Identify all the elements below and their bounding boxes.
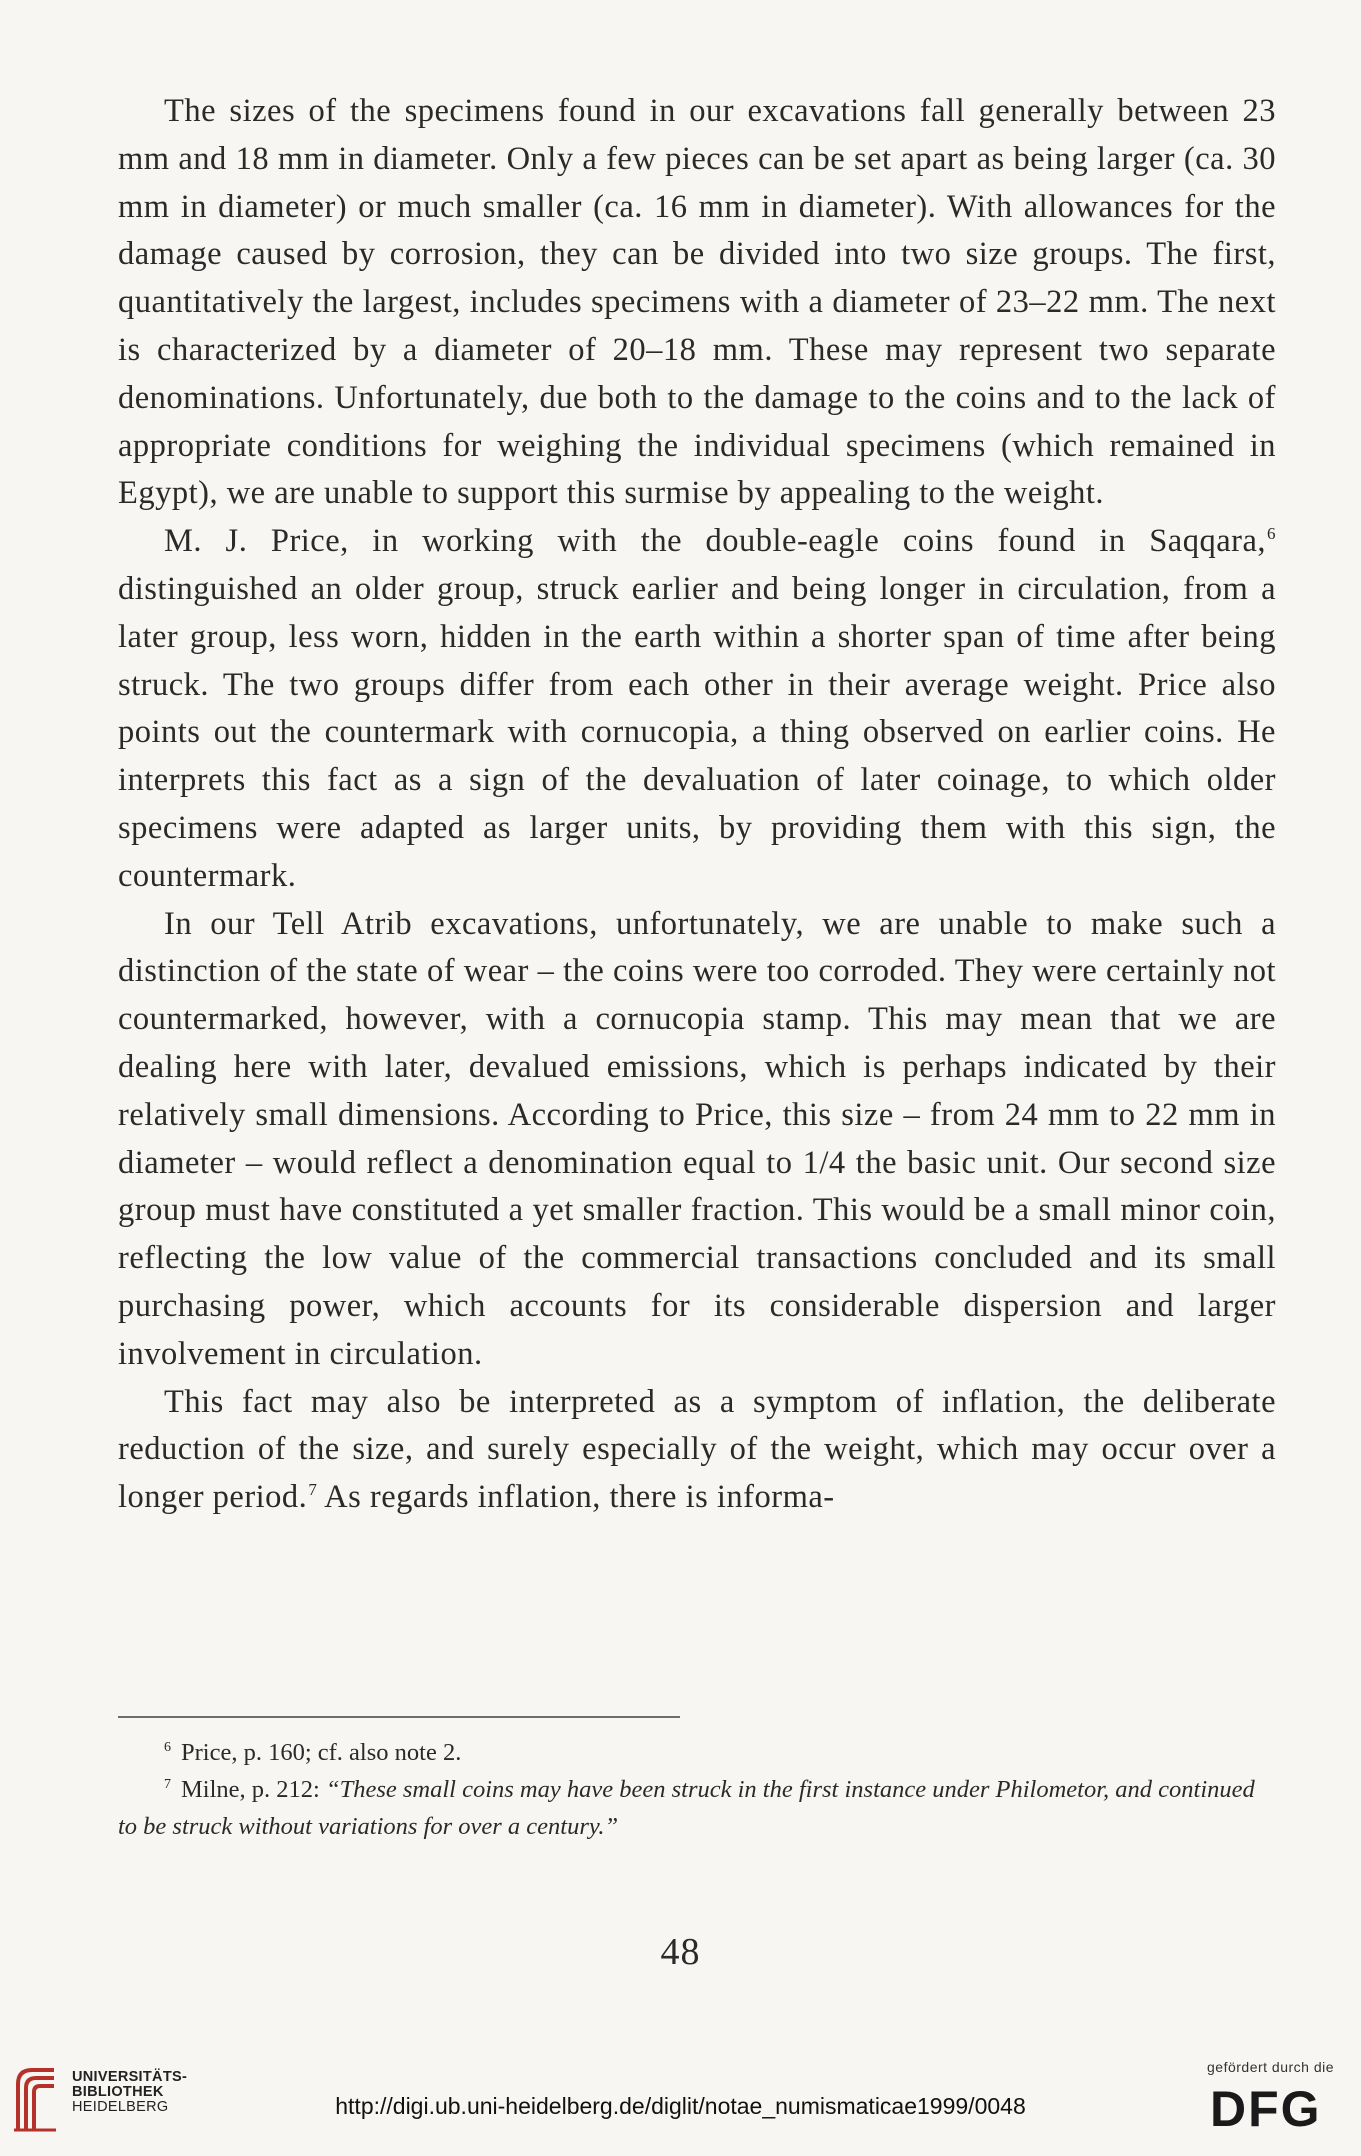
paragraph-2 [118,518,1276,900]
footnote-divider [118,1716,680,1718]
library-name-line-3: HEIDELBERG [72,2099,169,2115]
page-number: 48 [660,1931,701,1973]
footnotes [118,1734,1276,1845]
paragraph-4 [118,1379,1276,1522]
footnote-mark: 7 [164,1776,171,1792]
footnote-text: Milne, p. 212: [181,1776,326,1803]
footnote-7 [118,1771,1276,1845]
paragraph-3: In our Tell Atrib excavations, unfortunately, we are unable to make such a distinction of the state of wear – the coins were too corroded. They were certainly not countermarked, however, with a cornucopia stamp. This may mean that we are dealing here with later, devalued emissions, which is perhaps indicated by their relatively small dimensions. According to Price, this size – from 24 mm to 22 mm in diameter – would reflect a denomination equal to 1/4 the basic unit. Our second size group must have constituted a yet smaller fraction. This would be a small minor coin, reflecting the low value of the commercial transactions concluded and its small purchasing power, which accounts for its considerable dispersion and larger involvement in circulation. [118,905,1276,1372]
footnote-mark: 6 [164,1739,171,1755]
paragraph-2-text: M. J. Price, in working with the double-eagle coins found in Saqqara, [164,523,1266,560]
footnote-quote: “These small coins may have been struck in the first instance under Philometor, and continued to be struck without variations for over a century.” [118,1776,1255,1840]
library-name-line-1: UNIVERSITÄTS- [72,2069,188,2085]
footnote-6 [118,1734,1276,1771]
footnote-ref-6[interactable]: 6 [1267,524,1276,544]
body-text [118,88,1276,1522]
dfg-logo[interactable]: DFG [1210,2081,1322,2137]
paragraph-4-text-cont: As regards inflation, there is informa- [317,1479,835,1516]
paragraph-4-text: This fact may also be interpreted as a symptom of inflation, the deliberate reduction of the size, and surely especially of the weight, which may occur over a longer period. [118,1383,1276,1516]
source-url-link[interactable]: http://digi.ub.uni-heidelberg.de/diglit/notae_numismaticae1999/0048 [335,2093,1026,2119]
footer-bar [0,2026,1361,2156]
footnote-ref-7[interactable]: 7 [308,1480,318,1500]
paragraph-1: The sizes of the specimens found in our excavations fall generally between 23 mm and 18 mm in diameter. Only a few pieces can be set apart as being larger (ca. 30 mm in diameter) or much smaller (ca. 16 mm in diameter). With allowances for the damage caused by corrosion, they can be divided into two size groups. The first, quantitatively the largest, includes specimens with a diameter of 23–22 mm. The next is characterized by a diameter of 20–18 mm. These may represent two separate denominations. Unfortunately, due both to the damage to the coins and to the lack of appropriate conditions for weighing the individual specimens (which remained in Egypt), we are unable to support this surmise by appealing to the weight. [118,93,1276,512]
paragraph-2-text-cont: distinguished an older group, struck earlier and being longer in circulation, from a later group, less worn, hidden in the earth within a shorter span of time after being struck. The two groups differ from each other in their average weight. Price also points out the countermark with cornucopia, a thing observed on earlier coins. He interprets this fact as a sign of the devaluation of later coinage, to which older specimens were adapted as larger units, by providing them with this sign, the countermark. [118,570,1276,894]
library-name-line-2: BIBLIOTHEK [72,2084,164,2100]
funding-caption: gefördert durch die [1207,2059,1335,2075]
footnote-text: Price, p. 160; cf. also note 2. [181,1739,462,1766]
